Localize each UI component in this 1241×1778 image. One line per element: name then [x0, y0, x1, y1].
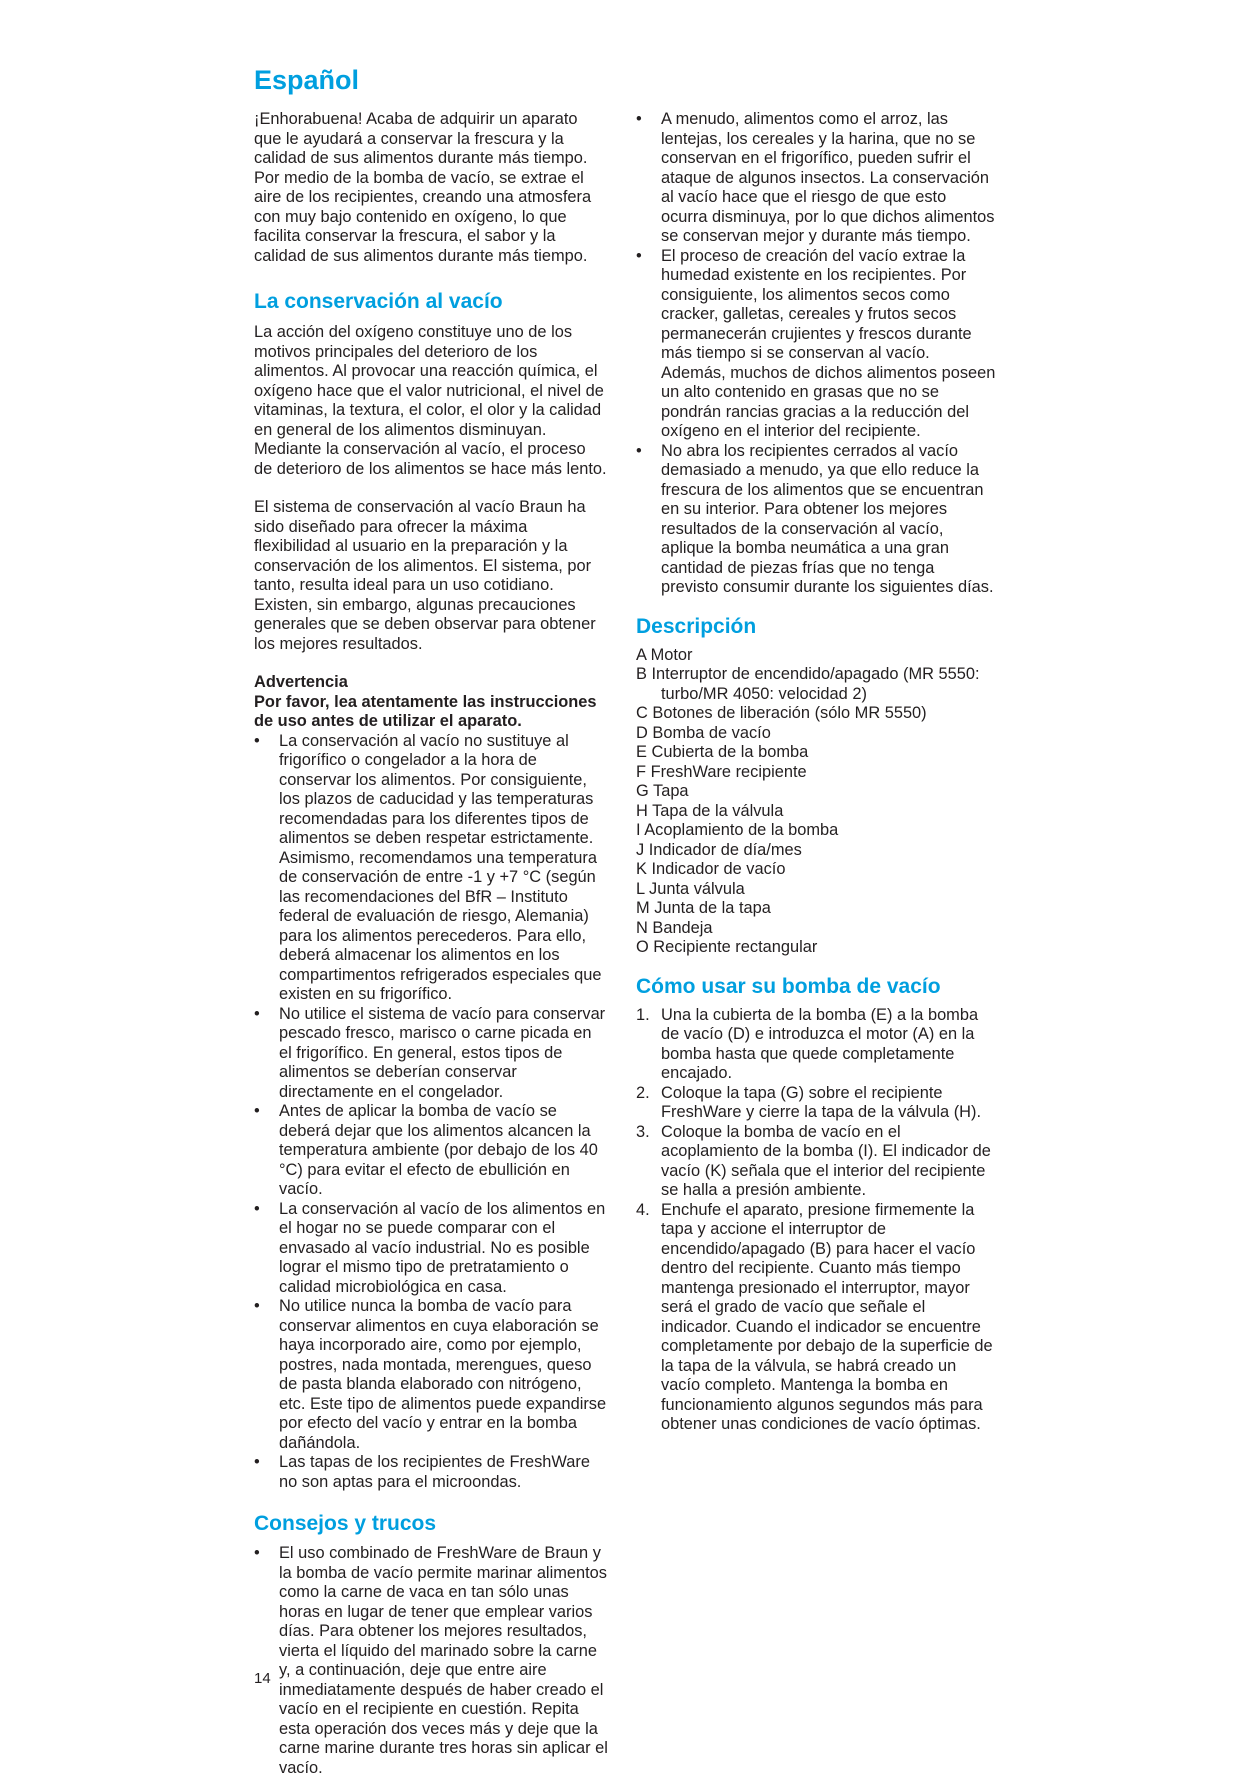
list-item: J Indicador de día/mes	[636, 840, 802, 859]
list-item: A Motor	[636, 645, 693, 664]
list-item: • No utilice nunca la bomba de vacío para conservar alimentos en cuya elaboración se haya incorporado aire, como por ejemplo, postres, nada montada, merengues, queso de pasta blanda elaborado con nitrógeno, etc. Este tipo de alimentos puede expandirse por efecto del vacío y entrar en la bomba dañándola.	[254, 1297, 608, 1453]
list-item: N Bandeja	[636, 918, 713, 937]
advertencia-lead: Por favor, lea atentamente las instrucciones de uso antes de utilizar el aparato.	[254, 692, 597, 730]
step-item	[636, 1201, 996, 1435]
list-item: • Antes de aplicar la bomba de vacío se deberá dejar que los alimentos alcancen la temperatura ambiente (por debajo de los 40 °C) para evitar el efecto de ebullición en vacío.	[254, 1102, 608, 1200]
step-number: 2.	[636, 1083, 650, 1102]
section-heading-consejos: Consejos y trucos	[254, 1512, 437, 1535]
step-item	[636, 1084, 996, 1123]
list-item: • El proceso de creación del vacío extrae la humedad existente en los recipientes. Por consiguiente, los alimentos secos como cracker, galletas, cereales y frutos secos permanecerán crujientes y frescos durante más tiempo si se conservan al vacío. Además, muchos de dichos alimentos poseen un alto contenido en grasas que no se pondrán rancias gracias a la reducción del oxígeno en el interior del recipiente.	[636, 247, 996, 442]
list-item: • La conservación al vacío de los alimentos en el hogar no se puede comparar con el envasado al vacío industrial. No es posible lograr el mismo tipo de pretratamiento o calidad microbiológica en casa.	[254, 1200, 608, 1298]
list-item: • La conservación al vacío no sustituye al frigorífico o congelador a la hora de conservar los alimentos. Por consiguiente, los plazos de caducidad y las temperaturas recomendadas para los diferentes tipos de alimentos se deben respetar estrictamente. Asimismo, recomendamos una temperatura de conservación de entre -1 y +7 °C (según las recomendaciones del BfR – Instituto federal de evaluación de riesgo, Alemania) para los alimentos perecederos. Para ello, deberá almacenar los alimentos en los compartimentos refrigerados especiales que existen en su frigorífico.	[254, 732, 608, 1005]
step-number: 1.	[636, 1005, 650, 1024]
right-column	[636, 110, 996, 1435]
step-number: 4.	[636, 1200, 650, 1219]
page-title: Español	[254, 65, 360, 95]
list-item: B Interruptor de encendido/apagado (MR 5550: turbo/MR 4050: velocidad 2)	[636, 665, 980, 703]
section-heading-descripcion: Descripción	[636, 614, 757, 638]
conservacion-paragraph-1: La acción del oxígeno constituye uno de los motivos principales del deterioro de los alimentos. Al provocar una reacción química, el oxígeno hace que el valor nutricional, el nivel de vitaminas, la textura, el color, el olor y la calidad en general de los alimentos disminuyan. Mediante la conservación al vacío, el proceso de deterioro de los alimentos se hace más lento.	[254, 323, 607, 478]
step-number: 3.	[636, 1122, 650, 1141]
step-item	[636, 1123, 996, 1201]
step-text: Coloque la tapa (G) sobre el recipiente FreshWare y cierre la tapa de la válvula (H).	[661, 1083, 982, 1121]
list-item: E Cubierta de la bomba	[636, 743, 809, 761]
consejos-list-continued	[636, 110, 996, 598]
advertencia-list	[254, 732, 608, 1493]
step-item	[636, 1006, 996, 1084]
list-item: C Botones de liberación (sólo MR 5550)	[636, 704, 927, 722]
conservacion-paragraph-2: El sistema de conservación al vacío Braun ha sido diseñado para ofrecer la máxima flexibilidad al usuario en la preparación y la conservación de los alimentos. El sistema, por tanto, resulta ideal para un uso cotidiano. Existen, sin embargo, algunas precauciones generales que se deben observar para obtener los mejores resultados.	[254, 498, 596, 653]
step-text: Coloque la bomba de vacío en el acoplamiento de la bomba (I). El indicador de vacío (K) señala que el interior del recipiente se halla a presión ambiente.	[661, 1122, 991, 1199]
list-item: • Las tapas de los recipientes de FreshWare no son aptas para el microondas.	[254, 1453, 608, 1492]
list-item: O Recipiente rectangular	[636, 938, 818, 956]
step-text: Una la cubierta de la bomba (E) a la bomba de vacío (D) e introduzca el motor (A) en la bomba hasta que quede completamente encajado.	[661, 1005, 979, 1082]
descripcion-list	[636, 646, 996, 958]
list-item: • No utilice el sistema de vacío para conservar pescado fresco, marisco o carne picada en el frigorífico. En general, estos tipos de alimentos se deberían conservar directamente en el congelador.	[254, 1005, 608, 1103]
list-item: L Junta válvula	[636, 879, 745, 898]
list-item: • A menudo, alimentos como el arroz, las lentejas, los cereales y la harina, que no se conservan en el frigorífico, pueden sufrir el ataque de algunos insectos. La conservación al vacío hace que el riesgo de que esto ocurra disminuya, por lo que dichos alimentos se conservan mejor y durante más tiempo.	[636, 110, 996, 247]
list-item: H Tapa de la válvula	[636, 801, 784, 820]
page-number: 14	[254, 1670, 271, 1687]
intro-paragraph: ¡Enhorabuena! Acaba de adquirir un aparato que le ayudará a conservar la frescura y la calidad de sus alimentos durante más tiempo. Por medio de la bomba de vacío, se extrae el aire de los recipientes, creando una atmosfera con muy bajo contenido en oxígeno, lo que facilita conservar la frescura, el sabor y la calidad de sus alimentos durante más tiempo.	[254, 110, 592, 265]
list-item: • El uso combinado de FreshWare de Braun y la bomba de vacío permite marinar alimentos como la carne de vaca en tan sólo unas horas en lugar de tener que emplear varios días. Para obtener los mejores resultados, vierta el líquido del marinado sobre la carne y, a continuación, deje que entre aire inmediatamente después de haber creado el vacío en el recipiente en cuestión. Repita esta operación dos veces más y deje que la carne marine durante tres horas sin aplicar el vacío.	[254, 1544, 608, 1778]
consejos-list-start	[254, 1544, 608, 1778]
list-item: • No abra los recipientes cerrados al vacío demasiado a menudo, ya que ello reduce la frescura de los alimentos que se encuentran en su interior. Para obtener los mejores resultados de la conservación al vacío, aplique la bomba neumática a una gran cantidad de piezas frías que no tenga previsto consumir durante los siguientes días.	[636, 442, 996, 598]
uso-steps	[636, 1006, 996, 1435]
list-item: I Acoplamiento de la bomba	[636, 821, 839, 839]
section-heading-conservacion: La conservación al vacío	[254, 290, 503, 313]
list-item: G Tapa	[636, 782, 689, 800]
advertencia-heading: Advertencia	[254, 673, 348, 691]
section-heading-uso: Cómo usar su bomba de vacío	[636, 974, 941, 998]
list-item: M Junta de la tapa	[636, 899, 771, 917]
left-column	[254, 110, 608, 1778]
list-item: K Indicador de vacío	[636, 860, 786, 878]
list-item: F FreshWare recipiente	[636, 762, 807, 781]
list-item: D Bomba de vacío	[636, 723, 771, 742]
step-text: Enchufe el aparato, presione firmemente la tapa y accione el interruptor de encendido/apagado (B) para hacer el vacío dentro del recipiente. Cuanto más tiempo mantenga presionado el interruptor, mayor será el grado de vacío que señale el indicador. Cuando el indicador se encuentre completamente por debajo de la superficie de la tapa de la válvula, se habrá creado un vacío completo. Mantenga la bomba en funcionamiento algunos segundos más para obtener unas condiciones de vacío óptimas.	[661, 1200, 993, 1433]
